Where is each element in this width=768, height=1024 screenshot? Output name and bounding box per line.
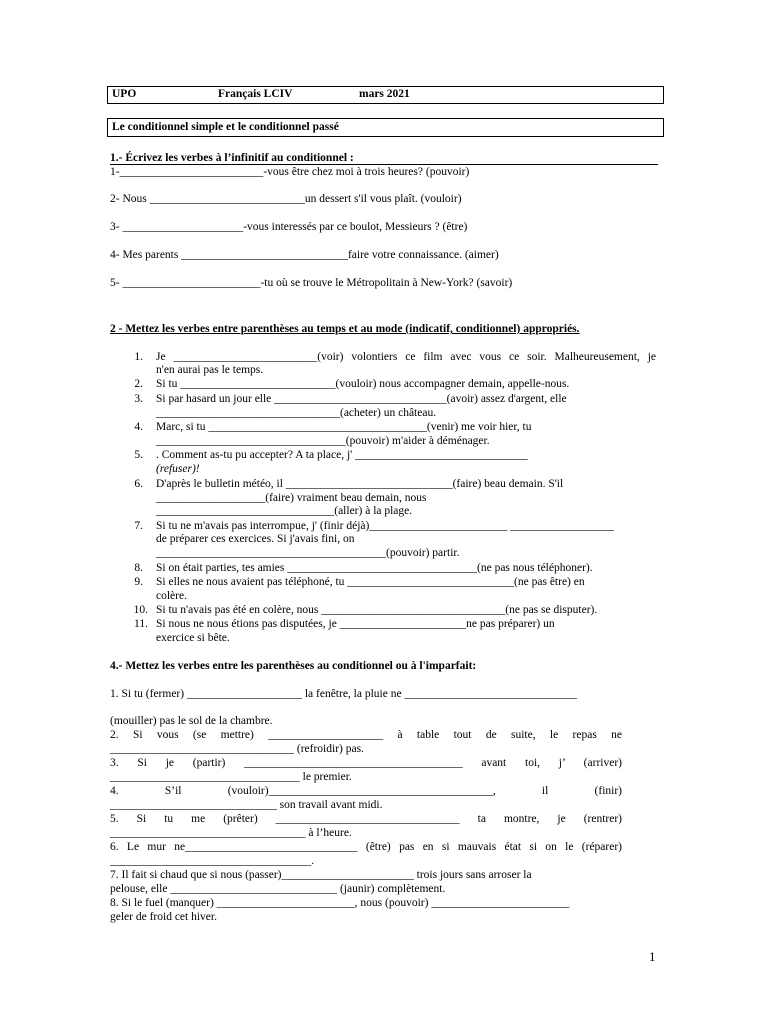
s2-item-number: 3. [134, 393, 143, 405]
s2-item-number: 10. [133, 604, 148, 616]
s2-item-line: Si tu n'avais pas été en colère, nous ________________________________(ne pas se disputer). [156, 604, 598, 616]
s2-item-line: Si elles ne nous avaient pas téléphoné, tu _____________________________(ne pas être) en [156, 576, 585, 588]
s4-line: 2. Si vous (se mettre) ____________________ à table tout de suite, le repas ne [110, 729, 622, 741]
s2-item-line: Si tu ___________________________(vouloir) nous accompagner demain, appelle-nous. [156, 378, 570, 390]
s2-item-line: . Comment as-tu pu accepter? A ta place, j' ______________________________ [156, 449, 528, 461]
s1-item-2: 2- Nous ___________________________un dessert s'il vous plaît. (vouloir) [110, 193, 462, 205]
s2-item-line: _______________________________(aller) à la plage. [156, 505, 413, 517]
s2-item-line: exercice si bête. [156, 632, 230, 644]
s2-item-number: 11. [134, 618, 148, 630]
s2-item-number: 5. [134, 449, 143, 461]
s2-item-line: de préparer ces exercices. Si j'avais fini, on [156, 533, 355, 545]
s1-item-3: 3- _____________________-vous interessés par ce boulot, Messieurs ? (être) [110, 221, 468, 233]
s4-line: 7. Il fait si chaud que si nous (passer)_______________________ trois jours sans arroser la [110, 869, 532, 881]
s2-item-number: 2. [134, 378, 143, 390]
title-box [107, 118, 664, 137]
s4-line: geler de froid cet hiver. [110, 911, 217, 923]
s4-line: 6. Le mur ne______________________________ (être) pas en si mauvais état si on le (réparer) [110, 841, 622, 853]
s2-item-line: ________________________________________(pouvoir) partir. [156, 547, 460, 559]
s2-item-line: Si nous ne nous étions pas disputées, je ______________________ne pas préparer) un [156, 618, 555, 630]
s2-item-line: n'en aurai pas le temps. [156, 364, 264, 376]
s2-item-number: 8. [134, 562, 143, 574]
section4-heading: 4.- Mettez les verbes entre les parenthèses au conditionnel ou à l'imparfait: [110, 660, 477, 672]
s1-item-1: 1-_________________________-vous être chez moi à trois heures? (pouvoir) [110, 166, 470, 178]
page-title: Le conditionnel simple et le conditionnel passé [112, 121, 339, 133]
s1-item-4: 4- Mes parents _____________________________faire votre connaissance. (aimer) [110, 249, 499, 261]
s2-item-line: Marc, si tu ______________________________________(venir) me voir hier, tu [156, 421, 532, 433]
s1-item-5: 5- ________________________-tu où se trouve le Métropolitain à New-York? (savoir) [110, 277, 513, 289]
s2-item-line: Je _________________________(voir) volontiers ce film avec vous ce soir. Malheureusement, je [156, 351, 656, 363]
s4-line: _________________________________ le premier. [110, 771, 352, 783]
s4-line: pelouse, elle _____________________________ (jaunir) complètement. [110, 883, 446, 895]
s4-line: 5. Si tu me (prêter) ________________________________ ta montre, je (rentrer) [110, 813, 622, 825]
s4-line: ___________________________________. [110, 855, 315, 867]
s2-item-number: 1. [134, 351, 143, 363]
section1-heading-rule [110, 164, 658, 165]
s2-item-line: Si tu ne m'avais pas interrompue, j' (finir déjà)________________________ __________________ [156, 520, 614, 532]
s2-item-line: ________________________________(acheter) un château. [156, 407, 437, 419]
s2-item-number: 7. [134, 520, 143, 532]
s2-item-number: 9. [134, 576, 143, 588]
s2-item-number: 6. [134, 478, 143, 490]
header-school: UPO [112, 88, 137, 100]
s2-item-line: ___________________(faire) vraiment beau demain, nous [156, 492, 427, 504]
s2-item-line: _________________________________(pouvoir) m'aider à déménager. [156, 435, 490, 447]
s4-line: ________________________________ (refroidir) pas. [110, 743, 364, 755]
s4-line: 1. Si tu (fermer) ____________________ la fenêtre, la pluie ne ______________________________ [110, 688, 577, 700]
header-box [107, 86, 664, 104]
s2-item-line: D'après le bulletin météo, il _____________________________(faire) beau demain. S'il [156, 478, 564, 490]
s2-item-line: colère. [156, 590, 187, 602]
section1-heading: 1.- Écrivez les verbes à l’infinitif au conditionnel : [110, 152, 354, 164]
s2-item-line: Si par hasard un jour elle ______________________________(avoir) assez d'argent, elle [156, 393, 567, 405]
s2-item-line: Si on était parties, tes amies _________________________________(ne pas nous téléphoner). [156, 562, 593, 574]
s4-line: __________________________________ à l’heure. [110, 827, 352, 839]
section2-heading: 2 - Mettez les verbes entre parenthèses au temps et au mode (indicatif, conditionnel) appropriés. [110, 323, 580, 335]
s4-line: 3. Si je (partir) ______________________________________ avant toi, j’ (arriver) [110, 757, 622, 769]
s4-line: _____________________________ son travail avant midi. [110, 799, 383, 811]
s2-item-line: (refuser)! [156, 463, 200, 475]
s4-line: (mouiller) pas le sol de la chambre. [110, 715, 273, 727]
s4-line: 4. S’il (vouloir)_______________________________________, il (finir) [110, 785, 622, 797]
s4-line: 8. Si le fuel (manquer) ________________________, nous (pouvoir) ________________________ [110, 897, 570, 909]
s2-item-number: 4. [134, 421, 143, 433]
header-course: Français LCIV [218, 88, 293, 100]
header-date: mars 2021 [359, 88, 410, 100]
page-number: 1 [649, 949, 656, 964]
